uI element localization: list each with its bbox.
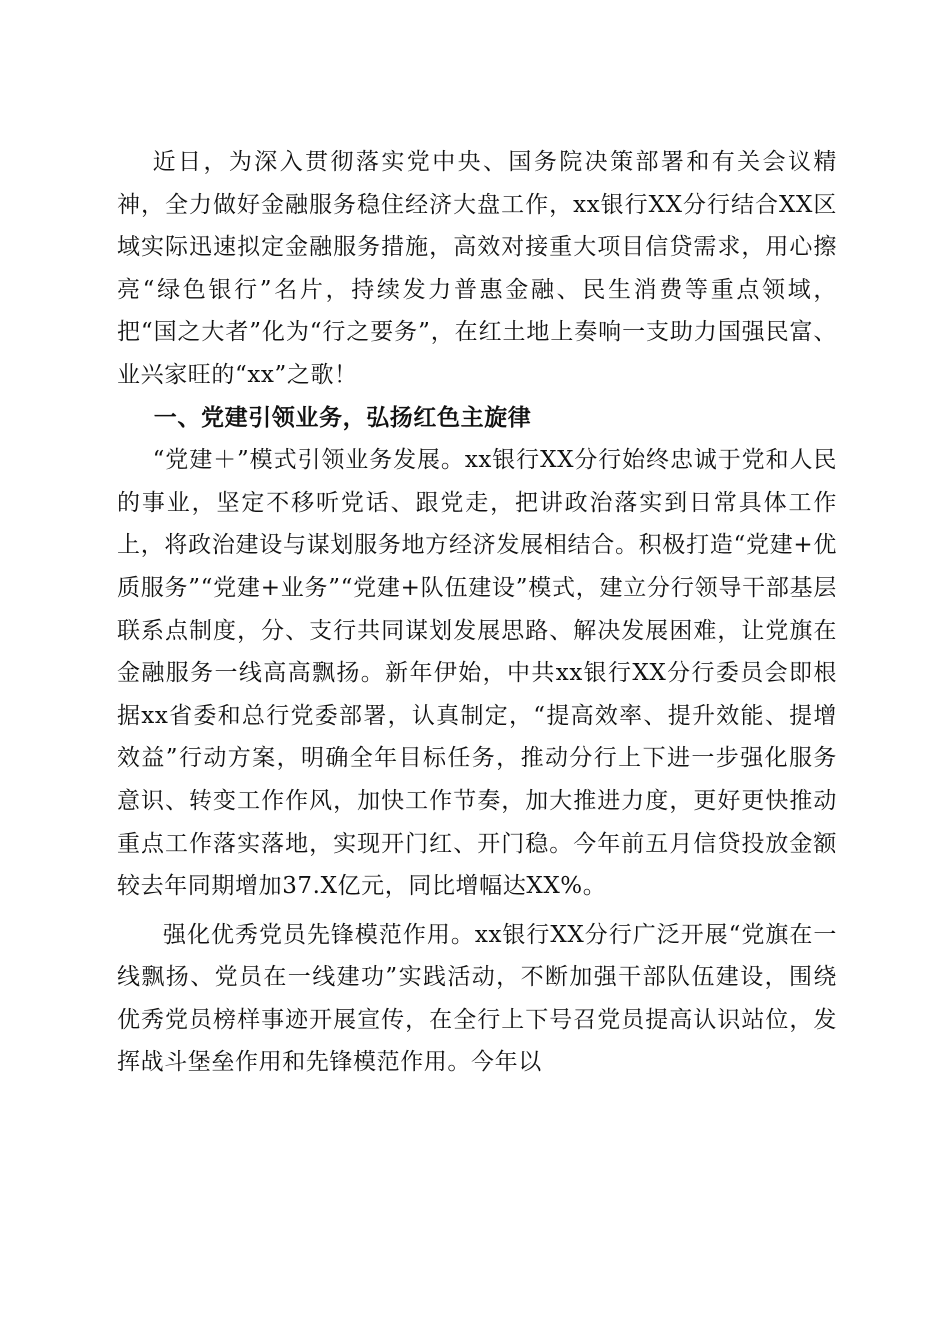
section-paragraph: 强化优秀党员先锋模范作用。xx银行XX分行广泛开展“党旗在一线飘扬、党员在一线建功”实践活动，不断加强干部队伍建设，围绕优秀党员榜样事迹开展宣传，在全行上下号召党员提高认识站位，发挥战斗堡垒作用和先锋模范作用。今年以 bbox=[117, 921, 837, 1076]
section-heading: 一、党建引领业务，弘扬红色主旋律 bbox=[153, 404, 532, 431]
section-paragraph: “党建＋”模式引领业务发展。xx银行XX分行始终忠诚于党和人民的事业，坚定不移听党话、跟党走，把讲政治落实到日常具体工作上，将政治建设与谋划服务地方经济发展相结合。积极打造“党建+优质服务”“党建+业务”“党建+队伍建设”模式，建立分行领导干部基层联系点制度，分、支行共同谋划发展思路、解决发展困难，让党旗在金融服务一线高高飘扬。新年伊始，中共xx银行XX分行委员会即根据xx省委和总行党委部署，认真制定，“提高效率、提升效能、提增效益”行动方案，明确全年目标任务，推动分行上下进一步强化服务意识、转变工作作风，加快工作节奏，加大推进力度，更好更快推动重点工作落实落地，实现开门红、开门稳。今年前五月信贷投放金额较去年同期增加37.X亿元，同比增幅达XX%。 bbox=[117, 447, 837, 900]
intro-paragraph: 近日，为深入贯彻落实党中央、国务院决策部署和有关会议精神，全力做好金融服务稳住经济大盘工作，xx银行XX分行结合XX区域实际迅速拟定金融服务措施，高效对接重大项目信贷需求，用心擦亮“绿色银行”名片，持续发力普惠金融、民生消费等重点领域，把“国之大者”化为“行之要务”，在红土地上奏响一支助力国强民富、业兴家旺的“xx”之歌！ bbox=[117, 149, 837, 388]
document-body bbox=[117, 141, 837, 1084]
